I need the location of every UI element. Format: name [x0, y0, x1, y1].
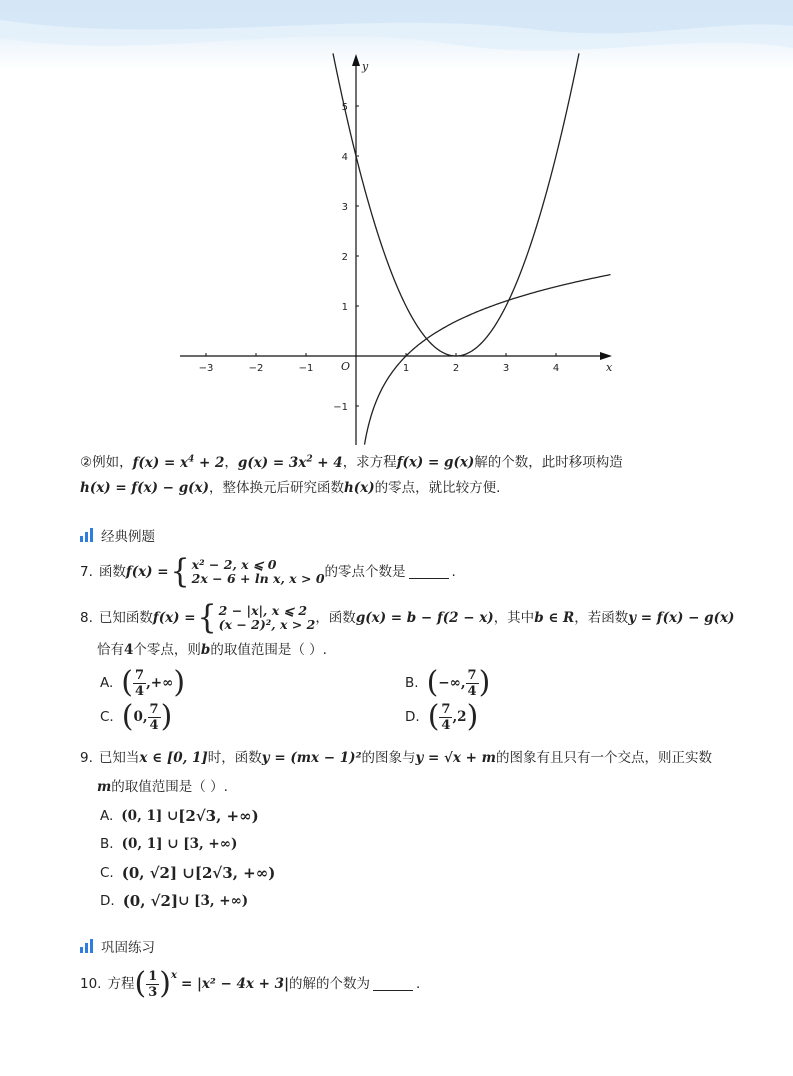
section-title: 经典例题: [101, 529, 155, 545]
section-title: 巩固练习: [101, 940, 155, 956]
positive-infinity: +∞: [150, 675, 174, 691]
question-9-line-2: [97, 777, 228, 797]
period: .: [451, 564, 456, 580]
question-text: 的取值范围是（ ）.: [111, 779, 228, 795]
paren-left: (: [121, 665, 134, 700]
option-value: (0, √2] ∪: [121, 864, 195, 882]
x-tick-label: 2: [452, 363, 460, 374]
option-value: [2√3, +∞): [178, 807, 259, 825]
comma: ,: [460, 675, 466, 691]
fraction-7-4: $\frac{7}{4}$: [467, 667, 477, 699]
question-text: 方程: [107, 976, 135, 992]
y-tick-label: −1: [333, 402, 348, 413]
para-text: ，整体换元后研究函数: [208, 480, 344, 496]
piecewise-function: [170, 552, 325, 591]
brace-icon: {: [197, 598, 217, 637]
paragraph-line-1: [80, 449, 623, 473]
series-parabola: [333, 53, 579, 356]
two: 2: [457, 709, 467, 725]
y-tick-label: 4: [341, 152, 348, 163]
question-number: 8.: [80, 610, 93, 626]
m-variable: m: [97, 779, 112, 795]
zero: 0: [133, 709, 143, 725]
fraction-7-4: $\frac{7}{4}$: [135, 667, 145, 699]
question-text: 的解的个数为: [289, 976, 370, 992]
comma: ,: [146, 675, 151, 691]
question-text: 的零点个数是: [324, 564, 406, 580]
option-9C[interactable]: [100, 858, 275, 888]
paren-left: (: [121, 699, 134, 734]
x-tick-label: 3: [502, 363, 510, 374]
y1-definition: y = (mx − 1)²: [261, 750, 362, 766]
question-text: ，函数: [315, 610, 356, 626]
g-definition: g(x) = b − f(2 − x): [355, 610, 494, 626]
negative-infinity: −∞: [438, 675, 461, 691]
comma: ,: [452, 709, 458, 725]
h-function: h(x): [343, 480, 375, 496]
question-text: 函数: [98, 564, 126, 580]
question-text: 已知函数: [98, 610, 153, 626]
question-text: 已知当: [98, 750, 140, 766]
case-2: 2x − 6 + ln x, x > 0: [191, 571, 325, 586]
question-9: [80, 748, 712, 768]
option-label: B.: [100, 836, 114, 852]
question-8-line-2: [97, 640, 327, 660]
paren-left: (: [426, 665, 439, 700]
paren-left: (: [134, 966, 147, 1001]
x-tick-label: 1: [402, 363, 410, 374]
option-label: C.: [100, 709, 114, 725]
paren-left: (: [427, 699, 440, 734]
para-text: ，求方程: [342, 454, 397, 471]
question-number: 10.: [80, 976, 102, 992]
para-prefix: ②例如，: [80, 454, 133, 471]
answer-blank[interactable]: [409, 566, 449, 579]
y-axis-arrow: [352, 54, 360, 66]
function-name: f(x) =: [152, 610, 196, 626]
paren-right: ): [173, 665, 186, 700]
question-text: 恰有: [97, 642, 124, 658]
piecewise-function: [197, 598, 316, 637]
question-8: [80, 598, 735, 637]
option-9D[interactable]: [100, 886, 248, 916]
question-10: [80, 962, 420, 1006]
x-domain: x ∈ [0, 1]: [139, 750, 208, 766]
option-label: D.: [100, 893, 115, 909]
case-1: 2 − |x|, x ⩽ 2: [218, 603, 308, 618]
fraction-7-4: $\frac{7}{4}$: [149, 701, 159, 733]
option-value: (0, 1] ∪ [3, +∞): [121, 836, 238, 852]
bar-chart-icon: [80, 528, 93, 542]
option-label: C.: [100, 865, 114, 881]
option-8A[interactable]: [100, 664, 185, 702]
option-8D[interactable]: [405, 698, 478, 736]
fraction-1-3: $\frac{1}{3}$: [148, 968, 158, 1000]
zero-count: 4: [124, 642, 134, 658]
separator: ，: [224, 454, 238, 471]
question-text: 的图象有且只有一个交点，则正实数: [495, 750, 712, 766]
option-label: A.: [100, 808, 114, 824]
g-definition: $g(x) = 3x^2 + 4$: [237, 454, 343, 471]
paren-right: ): [466, 699, 479, 734]
paren-right: ): [478, 665, 491, 700]
function-graph: [0, 0, 793, 450]
bar-chart-icon: [80, 939, 93, 953]
paren-right: ): [159, 966, 171, 1001]
b-domain: b ∈ R: [534, 610, 575, 626]
option-8B[interactable]: [405, 664, 490, 702]
case-2: (x − 2)², x > 2: [218, 617, 316, 632]
option-label: D.: [405, 709, 420, 725]
option-value: ∪ [3, +∞): [178, 893, 249, 909]
option-9B[interactable]: [100, 833, 237, 855]
equation-rhs: = |x² − 4x + 3|: [180, 976, 289, 992]
exponent: x: [170, 970, 177, 981]
question-text: 的取值范围是（ ）.: [210, 642, 327, 658]
case-1: x² − 2, x ⩽ 0: [191, 557, 277, 572]
x-axis-label: x: [606, 361, 613, 374]
fraction-7-4: $\frac{7}{4}$: [441, 701, 451, 733]
option-label: A.: [100, 675, 114, 691]
para-text: 的零点，就比较方便.: [374, 480, 501, 496]
y-tick-label: 3: [341, 202, 348, 213]
b-variable: b: [200, 642, 211, 658]
comma: ,: [142, 709, 148, 725]
question-number: 9.: [80, 750, 93, 766]
period: .: [416, 976, 421, 992]
paren-right: ): [160, 699, 173, 734]
paragraph-line-2: [80, 478, 500, 498]
y-tick-label: 2: [341, 252, 348, 263]
answer-blank[interactable]: [373, 978, 413, 991]
brace-icon: {: [170, 552, 190, 591]
y-tick-label: 5: [341, 102, 348, 113]
question-text: 个零点，则: [133, 642, 201, 658]
f-definition: $f(x) = x^4 + 2$: [132, 454, 225, 471]
y-definition: y = f(x) − g(x): [628, 610, 735, 626]
x-tick-label: −2: [248, 363, 264, 374]
function-name: f(x) =: [125, 564, 169, 580]
h-definition: h(x) = f(x) − g(x): [80, 480, 209, 496]
option-value: (0, √2]: [122, 892, 179, 910]
y-tick-label: 1: [341, 302, 348, 313]
option-value: (0, 1] ∪: [121, 808, 179, 824]
origin-label: O: [341, 360, 351, 373]
equation: f(x) = g(x): [396, 454, 475, 471]
question-text: ，若函数: [574, 610, 629, 626]
y2-definition: y = √x + m: [415, 750, 496, 766]
question-text: 时，函数: [207, 750, 262, 766]
series-ln-curve: [365, 275, 611, 445]
question-number: 7.: [80, 564, 93, 580]
section-heading-examples: [80, 525, 155, 545]
option-8C[interactable]: [100, 698, 172, 736]
option-9A[interactable]: [100, 801, 259, 831]
y-axis-label: y: [362, 60, 369, 73]
option-label: B.: [405, 675, 419, 691]
option-value: [2√3, +∞): [194, 864, 276, 882]
x-tick-label: −3: [198, 363, 214, 374]
para-text: 解的个数，此时移项构造: [474, 454, 623, 471]
x-axis-arrow: [600, 352, 612, 360]
section-heading-practice: [80, 936, 155, 956]
x-tick-label: −1: [298, 363, 314, 374]
x-tick-label: 4: [552, 363, 560, 374]
question-7: [80, 552, 456, 591]
question-text: 的图象与: [361, 750, 416, 766]
question-text: ，其中: [493, 610, 535, 626]
